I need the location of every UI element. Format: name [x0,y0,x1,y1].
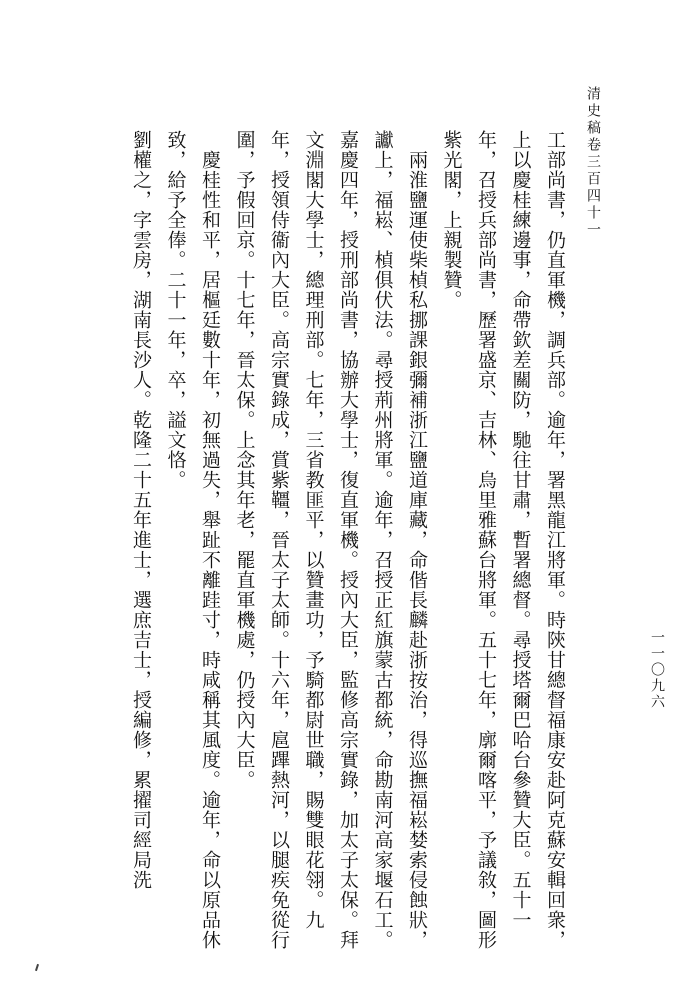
main-vertical-text: 工部尚書，仍直軍機，調兵部。逾年，署黑龍江將軍。時陝甘總督福康安赴阿克蘇安輯回衆，上以慶桂練邊事，命帶欽差關防，馳往甘肅，暫署總督。尋授塔爾巴哈台參贊大臣。五十一年，召授兵部尚書，歷署盛京、吉林、烏里雅蘇台將軍。五十七年，廓爾喀平，予議敘，圖形紫光閣，上親製贊。 兩淮鹽運使柴楨私挪課銀彌補浙江鹽道庫藏，命偕長麟赴浙按治，得巡撫福崧婪索侵蝕狀，讞上，福崧、楨俱伏法。尋授荊州將軍。逾年，召授正紅旗蒙古都統，命勘南河高家堰石工。嘉慶四年，授刑部尚書，協辦大學士，復直軍機。授內大臣，監修高宗實錄，加太子太保。拜文淵閣大學士，總理刑部。七年，三省教匪平，以贊畫功，予騎都尉世職，賜雙眼花翎。九年，授領侍衞內大臣。高宗實錄成，賞紫韁，晉太子太師。十六年，扈蹕熱河，以腿疾免從行圍，予假回京。十七年，晉太保。上念其年老，罷直軍機處，仍授內大臣。 慶桂性和平，居樞廷數十年，初無過失，舉趾不離跬寸，時咸稱其風度。逾年，命以原品休致，給予全俸。二十一年，卒，謚文恪。 劉權之，字雲房，湖南長沙人。乾隆二十五年進士，選庶吉士，授編修，累擢司經局洗 [130,130,566,950]
running-header-title: 清史稿卷三百四十一 [585,86,601,239]
page-number: 一一〇九六 [649,630,665,710]
margin-mark [35,964,39,971]
